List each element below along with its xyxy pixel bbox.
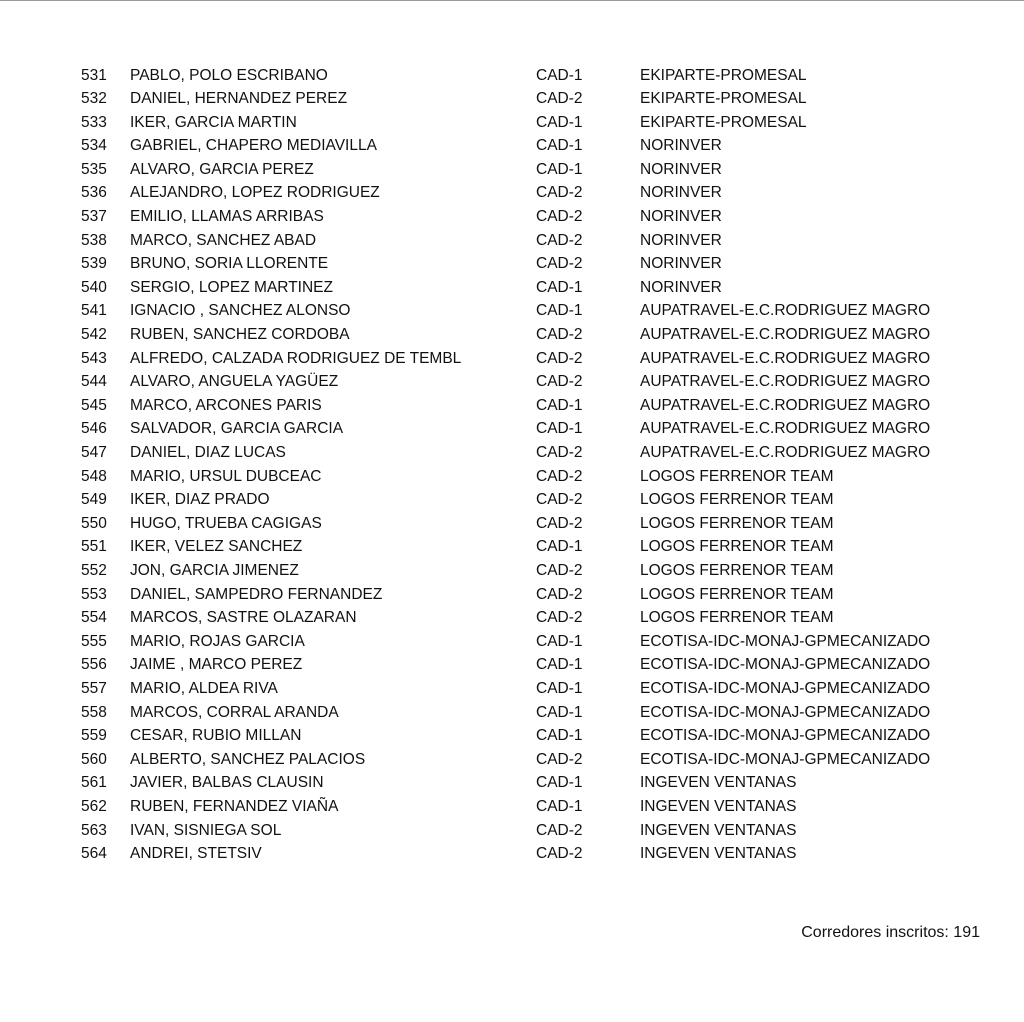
rider-number: 563 [81,821,107,839]
rider-category: CAD-1 [536,113,583,131]
rider-row [0,370,1024,394]
rider-row [0,87,1024,111]
rider-number: 541 [81,302,107,320]
rider-number: 556 [81,656,107,674]
rider-row [0,535,1024,559]
rider-name: JON, GARCIA JIMENEZ [130,561,299,579]
rider-number: 537 [81,208,107,226]
rider-team: LOGOS FERRENOR TEAM [640,538,834,556]
rider-row [0,819,1024,843]
rider-row [0,630,1024,654]
rider-number: 549 [81,491,107,509]
rider-category: CAD-2 [536,585,583,603]
rider-name: ALEJANDRO, LOPEZ RODRIGUEZ [130,184,380,202]
rider-number: 540 [81,278,107,296]
rider-category: CAD-1 [536,66,583,84]
rider-name: BRUNO, SORIA LLORENTE [130,255,329,273]
rider-name: EMILIO, LLAMAS ARRIBAS [130,208,324,226]
rider-category: CAD-2 [536,821,583,839]
rider-team: AUPATRAVEL-E.C.RODRIGUEZ MAGRO [640,420,931,438]
rider-team: NORINVER [640,231,722,249]
rider-number: 543 [81,349,107,367]
rider-category: CAD-2 [536,255,583,273]
rider-number: 542 [81,326,107,344]
rider-name: MARIO, URSUL DUBCEAC [130,467,322,485]
rider-team: EKIPARTE-PROMESAL [640,66,807,84]
rider-row [0,276,1024,300]
rider-row [0,701,1024,725]
rider-team: NORINVER [640,278,722,296]
rider-category: CAD-1 [536,774,583,792]
registered-riders-total: Corredores inscritos: 191 [801,924,980,941]
rider-row [0,205,1024,229]
rider-number: 532 [81,90,107,108]
rider-row [0,134,1024,158]
rider-team: NORINVER [640,160,722,178]
rider-team: NORINVER [640,208,722,226]
rider-category: CAD-1 [536,797,583,815]
rider-number: 546 [81,420,107,438]
rider-name: JAVIER, BALBAS CLAUSIN [130,774,324,792]
rider-row [0,653,1024,677]
rider-number: 557 [81,679,107,697]
rider-row [0,229,1024,253]
rider-row [0,488,1024,512]
rider-name: ALVARO, GARCIA PEREZ [130,160,314,178]
rider-name: JAIME , MARCO PEREZ [130,656,303,674]
rider-number: 535 [81,160,107,178]
rider-number: 552 [81,561,107,579]
rider-number: 562 [81,797,107,815]
rider-category: CAD-2 [536,90,583,108]
rider-category: CAD-2 [536,750,583,768]
rider-number: 547 [81,444,107,461]
rider-team: LOGOS FERRENOR TEAM [640,467,834,485]
rider-number: 554 [81,609,107,627]
rider-name: ALBERTO, SANCHEZ PALACIOS [130,750,366,768]
rider-team: ECOTISA-IDC-MONAJ-GPMECANIZADO [640,703,931,721]
rider-name: SALVADOR, GARCIA GARCIA [130,420,344,438]
rider-team: INGEVEN VENTANAS [640,774,797,792]
rider-number: 538 [81,231,107,249]
rider-name: ALFREDO, CALZADA RODRIGUEZ DE TEMBL [130,349,462,367]
rider-category: CAD-2 [536,514,583,532]
rider-row [0,559,1024,583]
rider-team: LOGOS FERRENOR TEAM [640,609,834,627]
rider-number: 548 [81,467,107,485]
rider-number: 544 [81,373,107,391]
rider-category: CAD-2 [536,373,583,391]
rider-row [0,724,1024,748]
rider-name: IKER, GARCIA MARTIN [130,113,297,131]
rider-name: MARCO, SANCHEZ ABAD [130,231,317,249]
rider-category: CAD-2 [536,467,583,485]
rider-row [0,771,1024,795]
rider-number: 551 [81,538,107,556]
rider-name: IKER, VELEZ SANCHEZ [130,538,303,556]
rider-category: CAD-2 [536,444,583,461]
rider-category: CAD-1 [536,727,583,745]
rider-category: CAD-2 [536,231,583,249]
rider-number: 559 [81,727,107,745]
rider-team: LOGOS FERRENOR TEAM [640,585,834,603]
rider-name: IGNACIO , SANCHEZ ALONSO [130,302,351,320]
rider-team: EKIPARTE-PROMESAL [640,90,807,108]
rider-name: MARIO, ROJAS GARCIA [130,632,305,650]
rider-category: CAD-1 [536,703,583,721]
rider-row [0,158,1024,182]
rider-name: RUBEN, SANCHEZ CORDOBA [130,326,350,344]
rider-name: DANIEL, SAMPEDRO FERNANDEZ [130,585,383,603]
rider-team: ECOTISA-IDC-MONAJ-GPMECANIZADO [640,679,931,697]
rider-number: 558 [81,703,107,721]
rider-number: 560 [81,750,107,768]
rider-row [0,299,1024,323]
rider-name: MARIO, ALDEA RIVA [130,679,278,697]
rider-team: EKIPARTE-PROMESAL [640,113,807,131]
rider-row [0,252,1024,276]
rider-row [0,795,1024,819]
rider-list [0,64,1024,866]
rider-name: MARCOS, CORRAL ARANDA [130,703,339,721]
rider-number: 561 [81,774,107,792]
rider-name: MARCO, ARCONES PARIS [130,396,322,414]
rider-name: DANIEL, HERNANDEZ PEREZ [130,90,348,108]
rider-name: CESAR, RUBIO MILLAN [130,727,302,745]
rider-team: INGEVEN VENTANAS [640,821,797,839]
rider-team: LOGOS FERRENOR TEAM [640,491,834,509]
rider-name: RUBEN, FERNANDEZ VIAÑA [130,797,339,815]
rider-team: ECOTISA-IDC-MONAJ-GPMECANIZADO [640,727,931,745]
rider-name: SERGIO, LOPEZ MARTINEZ [130,278,333,296]
rider-name: MARCOS, SASTRE OLAZARAN [130,609,357,627]
rider-row [0,64,1024,88]
rider-row [0,111,1024,135]
rider-row [0,394,1024,418]
rider-category: CAD-1 [536,137,583,155]
rider-number: 564 [81,845,107,863]
rider-category: CAD-1 [536,679,583,697]
rider-team: AUPATRAVEL-E.C.RODRIGUEZ MAGRO [640,326,931,344]
rider-team: LOGOS FERRENOR TEAM [640,514,834,532]
rider-category: CAD-1 [536,656,583,674]
rider-category: CAD-2 [536,349,583,367]
rider-category: CAD-1 [536,632,583,650]
rider-name: ANDREI, STETSIV [130,845,262,863]
rider-row [0,842,1024,866]
rider-category: CAD-2 [536,491,583,509]
rider-number: 553 [81,585,107,603]
rider-name: HUGO, TRUEBA CAGIGAS [130,514,322,532]
rider-category: CAD-1 [536,538,583,556]
rider-name: ALVARO, ANGUELA YAGÜEZ [130,373,339,391]
rider-number: 550 [81,514,107,532]
top-border-line [0,0,1024,1]
rider-team: NORINVER [640,184,722,202]
rider-row [0,323,1024,347]
rider-row [0,441,1024,465]
rider-number: 536 [81,184,107,202]
rider-team: AUPATRAVEL-E.C.RODRIGUEZ MAGRO [640,373,931,391]
rider-category: CAD-1 [536,278,583,296]
rider-team: LOGOS FERRENOR TEAM [640,561,834,579]
rider-number: 531 [81,66,107,84]
rider-team: AUPATRAVEL-E.C.RODRIGUEZ MAGRO [640,302,931,320]
rider-team: ECOTISA-IDC-MONAJ-GPMECANIZADO [640,750,931,768]
rider-category: CAD-1 [536,160,583,178]
rider-team: ECOTISA-IDC-MONAJ-GPMECANIZADO [640,632,931,650]
rider-category: CAD-2 [536,845,583,863]
rider-category: CAD-2 [536,208,583,226]
rider-team: AUPATRAVEL-E.C.RODRIGUEZ MAGRO [640,444,931,461]
rider-row [0,181,1024,205]
rider-row [0,748,1024,772]
rider-name: GABRIEL, CHAPERO MEDIAVILLA [130,137,377,155]
rider-number: 533 [81,113,107,131]
rider-team: INGEVEN VENTANAS [640,845,797,863]
rider-row [0,583,1024,607]
rider-number: 545 [81,396,107,414]
rider-category: CAD-2 [536,609,583,627]
rider-row [0,465,1024,489]
rider-category: CAD-2 [536,561,583,579]
rider-team: INGEVEN VENTANAS [640,797,797,815]
rider-team: AUPATRAVEL-E.C.RODRIGUEZ MAGRO [640,349,931,367]
rider-team: ECOTISA-IDC-MONAJ-GPMECANIZADO [640,656,931,674]
rider-category: CAD-1 [536,302,583,320]
rider-number: 539 [81,255,107,273]
rider-number: 555 [81,632,107,650]
rider-name: PABLO, POLO ESCRIBANO [130,66,328,84]
rider-number: 534 [81,137,107,155]
rider-category: CAD-2 [536,326,583,344]
rider-name: IVAN, SISNIEGA SOL [130,821,282,839]
rider-team: NORINVER [640,137,722,155]
rider-name: IKER, DIAZ PRADO [130,491,270,509]
rider-row [0,347,1024,371]
rider-category: CAD-1 [536,396,583,414]
rider-row [0,677,1024,701]
rider-team: AUPATRAVEL-E.C.RODRIGUEZ MAGRO [640,396,931,414]
rider-category: CAD-2 [536,184,583,202]
rider-category: CAD-1 [536,420,583,438]
rider-row [0,512,1024,536]
rider-name: DANIEL, DIAZ LUCAS [130,444,286,461]
rider-row [0,417,1024,441]
rider-team: NORINVER [640,255,722,273]
rider-row [0,606,1024,630]
